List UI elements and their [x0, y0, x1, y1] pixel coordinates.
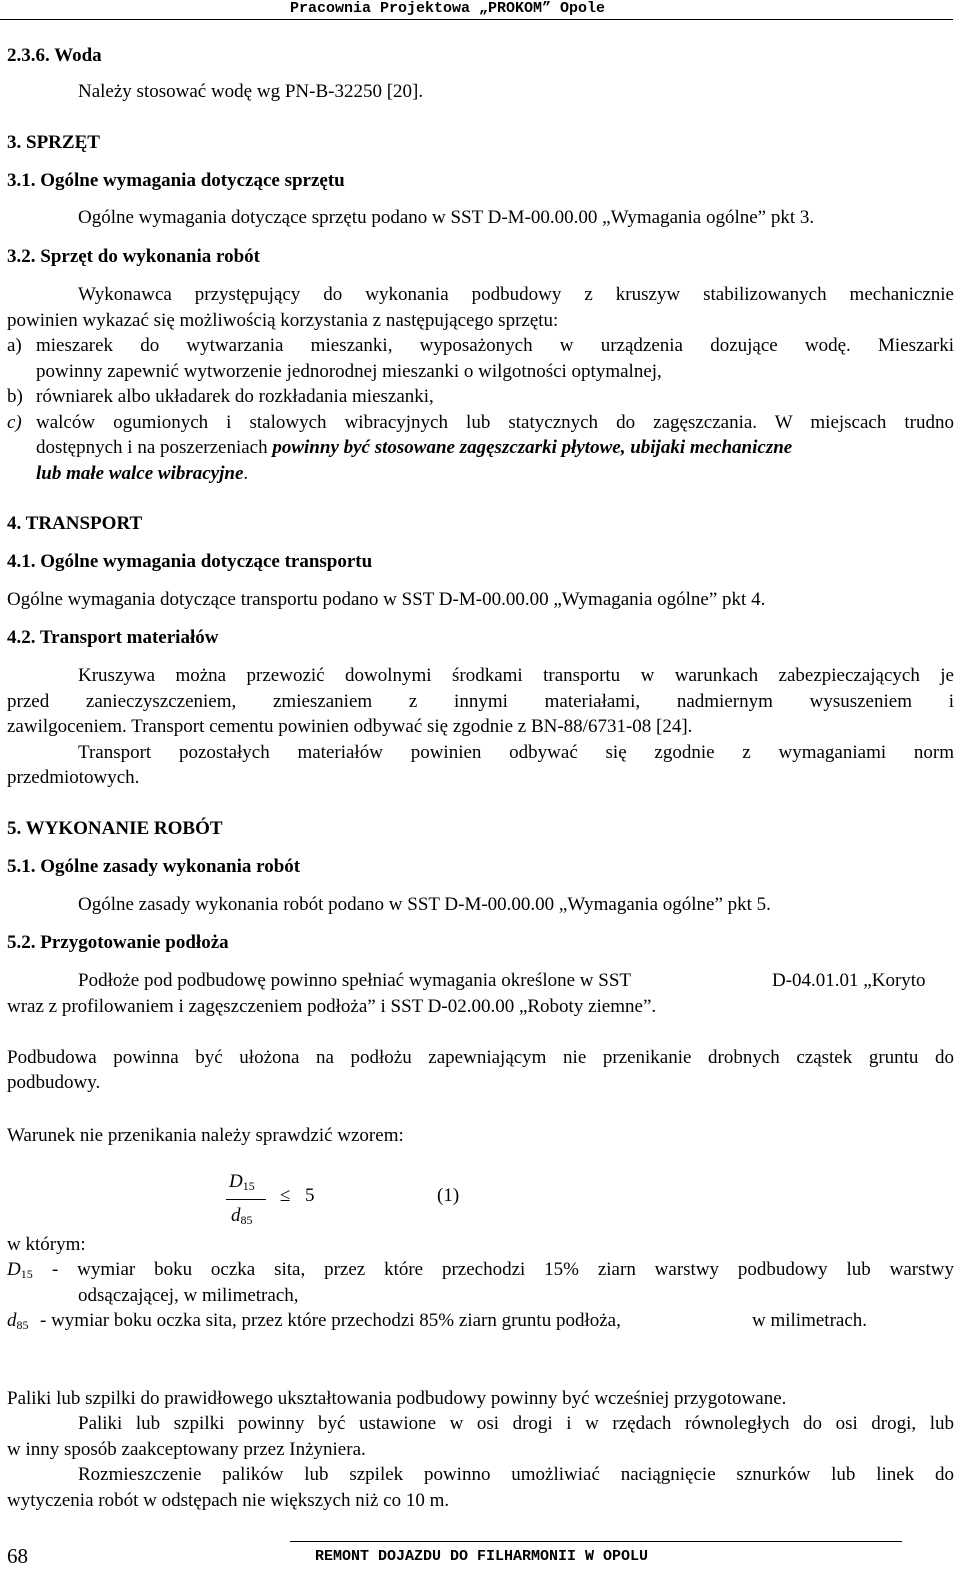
section-4-2-heading: 4.2. Transport materiałów: [7, 627, 219, 648]
formula-fraction-bar: [226, 1199, 266, 1200]
formula-relation: ≤: [280, 1185, 291, 1206]
item-a-line-1: mieszarek do wytwarzania mieszanki, wyposażonych w urządzenia dozujące wodę. Mieszarki: [36, 335, 954, 356]
item-a-line-2: powinny zapewnić wytworzenie jednorodnej mieszanki o wilgotności optymalnej,: [36, 361, 662, 382]
footer-title: REMONT DOJAZDU DO FILHARMONII W OPOLU: [315, 1548, 649, 1565]
item-c-line-2-plain: dostępnych i na poszerzeniach: [36, 437, 268, 458]
section-4-1-text: Ogólne wymagania dotyczące transportu podano w SST D-M-00.00.00 „Wymagania ogólne” pkt 4.: [7, 589, 766, 610]
footer-rule: [290, 1541, 902, 1542]
section-5-1-text: Ogólne zasady wykonania robót podano w SST D-M-00.00.00 „Wymagania ogólne” pkt 5.: [78, 894, 771, 915]
section-4-2-line-1: Kruszywa można przewozić dowolnymi środkami transportu w warunkach zabezpieczających je: [78, 665, 954, 686]
section-5-heading: 5. WYKONANIE ROBÓT: [7, 818, 223, 839]
section-3-2-line-1: Wykonawca przystępujący do wykonania podbudowy z kruszyw stabilizowanych mechanicznie: [78, 284, 954, 305]
section-5-2-heading: 5.2. Przygotowanie podłoża: [7, 932, 229, 953]
pegs-line-2: Paliki lub szpilki powinny być ustawione w osi drogi i w rzędach równoległych do osi drogi, lub: [78, 1413, 954, 1434]
item-c-line-3: [36, 464, 248, 483]
definition-d85-text: - wymiar boku oczka sita, przez które przechodzi 85% ziarn gruntu podłoża,: [40, 1310, 621, 1331]
definition-d85-unit: w milimetrach.: [752, 1310, 868, 1331]
section-5-2-line-1a: Podłoże pod podbudowę powinno spełniać wymagania określone w SST: [78, 970, 632, 991]
formula-numerator: $D_{15}$: [229, 1171, 255, 1193]
section-3-1-heading: 3.1. Ogólne wymagania dotyczące sprzętu: [7, 170, 345, 191]
section-3-heading: 3. SPRZĘT: [7, 132, 100, 153]
item-c-line-1: walców ogumionych i stalowych wibracyjnych lub statycznych do zagęszczania. W miejscach trudno: [36, 412, 954, 433]
section-3-2-line-2: powinien wykazać się możliwością korzystania z następującego sprzętu:: [7, 310, 559, 331]
item-c-line-3-end: .: [243, 463, 249, 484]
section-4-2-line-5: przedmiotowych.: [7, 767, 140, 788]
item-a-marker: a): [7, 335, 22, 356]
item-b-text: równiarek albo układarek do rozkładania mieszanki,: [36, 386, 434, 407]
formula-denominator: $d_{85}$: [231, 1205, 253, 1227]
section-4-2-line-2: przed zanieczyszczeniem, zmieszaniem z innymi materiałami, nadmiernym wysuszeniem i: [7, 691, 954, 712]
where-text: w którym:: [7, 1234, 86, 1255]
section-5-2-line-2: wraz z profilowaniem i zagęszczeniem podłoża” i SST D-02.00.00 „Roboty ziemne”.: [7, 996, 657, 1017]
item-c-line-3-emphasis: lub małe walce wibracyjne: [36, 463, 244, 484]
definition-d15-line-1: - wymiar boku oczka sita, przez które przechodzi 15% ziarn warstwy podbudowy lub warstwy: [52, 1259, 954, 1280]
section-2-3-6-heading: 2.3.6. Woda: [7, 45, 102, 66]
section-5-2-para2-line-2: podbudowy.: [7, 1072, 101, 1093]
section-4-heading: 4. TRANSPORT: [7, 513, 143, 534]
section-3-1-text: Ogólne wymagania dotyczące sprzętu podano w SST D-M-00.00.00 „Wymagania ogólne” pkt 3.: [78, 207, 815, 228]
pegs-line-5: wytyczenia robót w odstępach nie większych niż co 10 m.: [7, 1490, 450, 1511]
section-2-3-6-text: Należy stosować wodę wg PN-B-32250 [20].: [78, 81, 424, 102]
formula-number: (1): [437, 1185, 460, 1206]
section-5-2-line-1b: D-04.01.01 „Koryto: [772, 970, 926, 991]
pegs-line-4: Rozmieszczenie palików lub szpilek powinno umożliwiać naciągnięcie sznurków lub linek do: [78, 1464, 954, 1485]
section-4-2-line-3: zawilgoceniem. Transport cementu powinien odbywać się zgodnie z BN-88/6731-08 [24].: [7, 716, 693, 737]
condition-text: Warunek nie przenikania należy sprawdzić wzorem:: [7, 1125, 404, 1146]
definition-d15-line-2: odsączającej, w milimetrach,: [78, 1285, 299, 1306]
section-4-2-line-4: Transport pozostałych materiałów powinien odbywać się zgodnie z wymaganiami norm: [78, 742, 954, 763]
section-3-2-heading: 3.2. Sprzęt do wykonania robót: [7, 246, 261, 267]
pegs-line-1: Paliki lub szpilki do prawidłowego ukształtowania podbudowy powinny być wcześniej przygotowane.: [7, 1388, 787, 1409]
item-c-line-2: [36, 438, 792, 457]
item-b-marker: b): [7, 386, 23, 407]
header-rule: [0, 19, 953, 20]
section-5-2-para2-line-1: Podbudowa powinna być ułożona na podłożu zapewniającym nie przenikanie drobnych cząstek gruntu do: [7, 1047, 954, 1068]
item-c-line-2-emphasis: powinny być stosowane zagęszczarki płytowe, ubijaki mechaniczne: [272, 437, 793, 458]
header-title: Pracownia Projektowa „PROKOM” Opole: [290, 0, 606, 17]
item-c-marker: c): [7, 412, 22, 433]
pegs-line-3: w inny sposób zaakceptowany przez Inżyniera.: [7, 1439, 366, 1460]
page-number: 68: [7, 1544, 28, 1568]
section-5-1-heading: 5.1. Ogólne zasady wykonania robót: [7, 856, 301, 877]
formula-value: 5: [305, 1185, 315, 1206]
definition-d15-symbol: $D_{15}$: [7, 1259, 33, 1281]
definition-d85-symbol: $d_{85}$: [7, 1310, 29, 1332]
section-4-1-heading: 4.1. Ogólne wymagania dotyczące transportu: [7, 551, 373, 572]
